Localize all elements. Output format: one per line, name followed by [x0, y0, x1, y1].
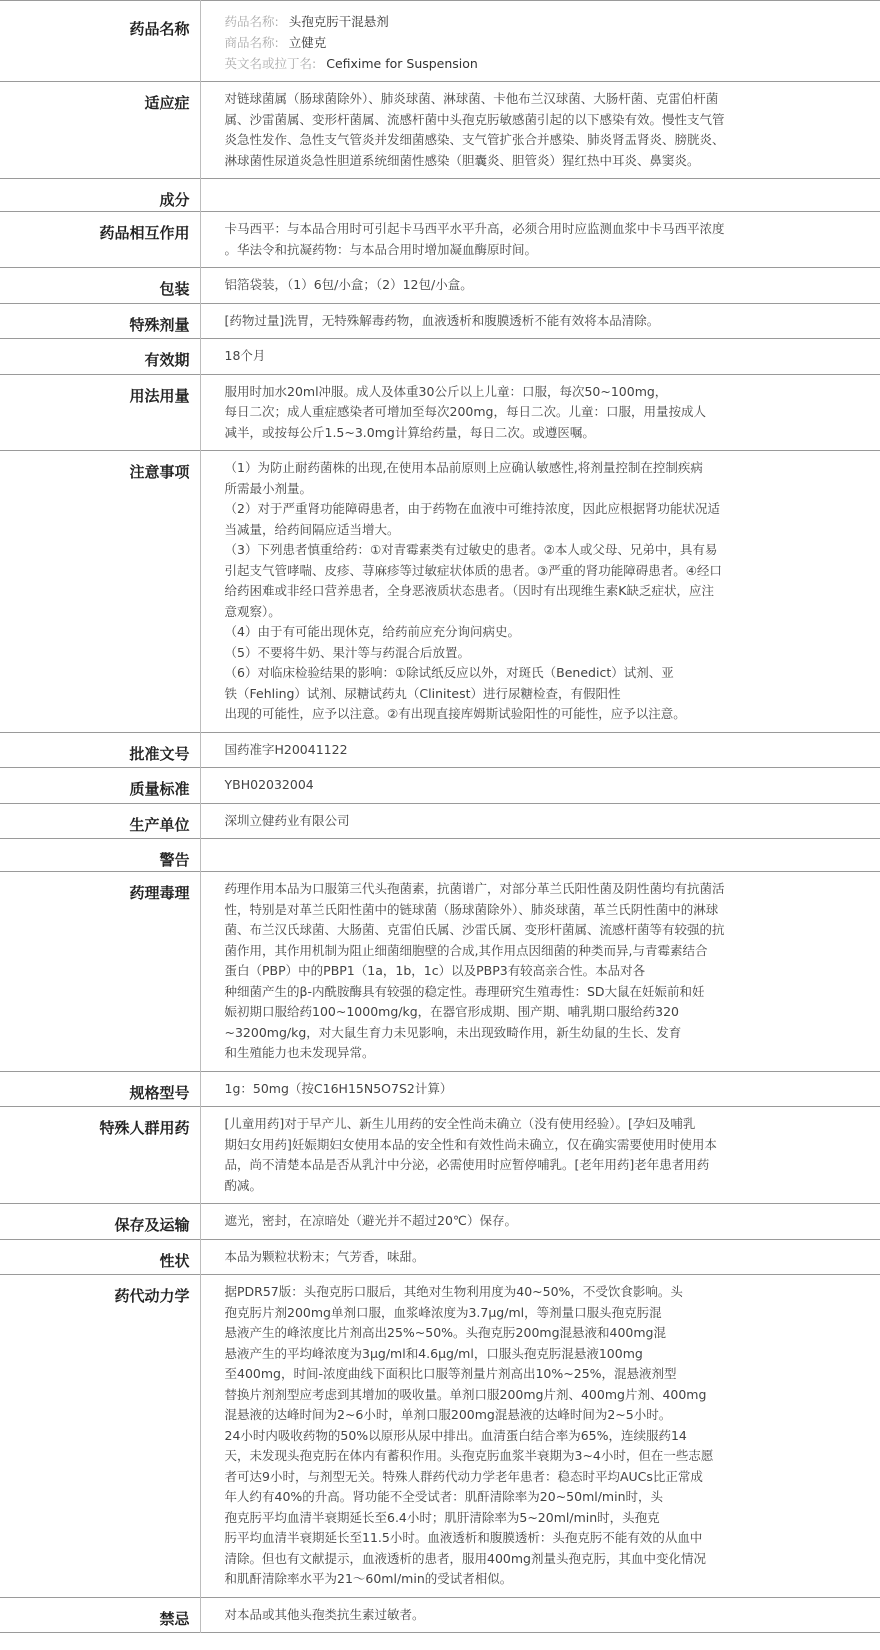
content-line: 出现的可能性，应予以注意。②有出现直接库姆斯试验阳性的可能性，应予以注意。: [224, 706, 686, 721]
row-label: 警告: [0, 839, 200, 872]
row-content: [200, 1204, 880, 1240]
content-line: [药物过量]洗胃，无特殊解毒药物，血液透析和腹膜透析不能有效将本品清除。: [224, 312, 660, 328]
content-line: 对本品或其他头孢类抗生素过敏者。: [224, 1606, 425, 1622]
content-line: 和肌酐清除率水平为21～60ml/min的受试者相似。: [224, 1571, 513, 1586]
row-label: 质量标准: [0, 768, 200, 804]
content-line: 减半，或按每公斤1.5~3.0mg计算给药量，每日二次。或遵医嘱。: [224, 424, 595, 440]
content-line: 悬液产生的平均峰浓度为3μg/ml和4.6μg/ml，口服头孢克肟混悬液100mg: [224, 1345, 643, 1361]
content-line: 蛋白（PBP）中的PBP1（1a，1b，1c）以及PBP3有较高亲合性。本品对各: [224, 963, 646, 978]
row-content: [200, 451, 880, 733]
content-line: （6）对临床检验结果的影响：①除试纸反应以外，对斑氏（Benedict）试剂、亚: [224, 665, 674, 680]
row-content: [200, 374, 880, 451]
row-content: [200, 1107, 880, 1204]
row-label: 适应症: [0, 82, 200, 179]
content-line: 每日二次；成人重症感染者可增加至每次200mg，每日二次。儿童：口服，用量按成人: [224, 404, 706, 419]
content-line: 铝箔袋装，（1）6包/小盒；（2）12包/小盒。: [224, 277, 473, 292]
content-line: 酌减。: [224, 1177, 263, 1193]
row-warning: [0, 839, 880, 872]
content-line: 本品为颗粒状粉末；气芳香，味甜。: [224, 1248, 425, 1264]
row-description: [0, 1239, 880, 1275]
content-line: 淋球菌性尿道炎急性胆道系统细菌性感染（胆囊炎、胆管炎）猩红热中耳炎、鼻窦炎。: [224, 152, 700, 168]
content-line: 混悬液的达峰时间为2~6小时，单剂口服200mg混悬液的达峰时间为2~5小时。: [224, 1407, 672, 1422]
content-line: 意观察）。: [224, 603, 281, 619]
content-line: 属、沙雷菌属、变形杆菌属、流感杆菌中头孢克肟敏感菌引起的以下感染有效。慢性支气管: [224, 111, 725, 127]
content-line: 铁（Fehling）试剂、尿糖试药丸（Clinitest）进行尿糖检查，有假阳性: [224, 685, 621, 701]
row-content: [200, 268, 880, 304]
content-line: 者可达9小时，与剂型无关。特殊人群药代动力学老年患者：稳态时平均AUCs比正常成: [224, 1468, 703, 1484]
content-line: 菌、布兰汉氏球菌、大肠菌、克雷伯氏属、沙雷氏属、变形杆菌属、流感杆菌等有较强的抗: [224, 922, 725, 937]
content-line: 给药困难或非经口营养患者，全身恶液质状态患者。（因时有出现维生素K缺乏症状，应注: [224, 583, 714, 598]
content-line: 遮光，密封，在凉暗处（避光并不超过20℃）保存。: [224, 1213, 517, 1228]
row-label: 注意事项: [0, 451, 200, 733]
row-special-populations: [0, 1107, 880, 1204]
row-content: [200, 732, 880, 768]
english-name-value: Cefixime for Suspension: [326, 56, 478, 71]
row-content: [200, 82, 880, 179]
row-label: 规格型号: [0, 1071, 200, 1107]
content-line: 1g：50mg（按C16H15N5O7S2计算）: [224, 1080, 453, 1096]
content-line: 24小时内吸收药物的50%以原形从尿中排出。血清蛋白结合率为65%，连续服药14: [224, 1427, 687, 1443]
row-label: 保存及运输: [0, 1204, 200, 1240]
content-line: 悬液产生的峰浓度比片剂高出25%~50%。头孢克肟200mg混悬液和400mg混: [224, 1325, 666, 1340]
row-packaging: [0, 268, 880, 304]
content-line: 。华法令和抗凝药物：与本品合用时增加凝血酶原时间。: [224, 241, 538, 257]
row-interactions: [0, 212, 880, 268]
row-content: [200, 768, 880, 804]
generic-name-value: 头孢克肟干混悬剂: [288, 14, 389, 29]
row-label: 药品相互作用: [0, 212, 200, 268]
content-line: 肟平均血清半衰期延长至11.5小时。血液透析和腹膜透析：头孢克肟不能有效的从血中: [224, 1530, 703, 1545]
row-content: [200, 303, 880, 339]
content-line: 卡马西平：与本品合用时可引起卡马西平水平升高，必须合用时应监测血浆中卡马西平浓度: [224, 221, 725, 236]
generic-name-line: [225, 11, 806, 32]
content-line: 服用时加水20ml冲服。成人及体重30公斤以上儿童：口服，每次50~100mg，: [224, 383, 668, 399]
content-line: YBH02032004: [224, 777, 314, 792]
row-content: [200, 1597, 880, 1633]
row-dosage: [0, 374, 880, 451]
trade-name-line: [225, 32, 806, 53]
content-line: 所需最小剂量。: [224, 480, 313, 496]
content-line: 年人约有40%的升高。肾功能不全受试者：肌酐清除率为20~50ml/min时，头: [224, 1489, 664, 1504]
row-expiry: [0, 339, 880, 375]
trade-name-label: 商品名称:: [224, 35, 279, 50]
content-line: 菌作用，其作用机制为阻止细菌细胞壁的合成,其作用点因细菌的种类而异,与青霉素结合: [224, 942, 708, 958]
row-pharmacokinetics: [0, 1275, 880, 1598]
content-line: 期妇女用药]妊娠期妇女使用本品的安全性和有效性尚未确立，仅在确实需要使用时使用本: [224, 1136, 717, 1152]
content-line: 和生殖能力也未发现异常。: [224, 1045, 375, 1060]
content-line: 孢克肟平均血清半衰期延长至6.4小时；肌肝清除率为5~20ml/min时，头孢克: [224, 1509, 660, 1525]
english-name-line: [225, 53, 806, 74]
content-line: （2）对于严重肾功能障碍患者，由于药物在血液中可维持浓度，因此应根据肾功能状况适: [224, 501, 720, 516]
content-line: 药理作用本品为口服第三代头孢菌素，抗菌谱广，对部分革兰氏阳性菌及阴性菌均有抗菌活: [224, 881, 725, 896]
content-line: （4）由于有可能出现休克，给药前应充分询问病史。: [224, 624, 520, 639]
content-line: 娠初期口服给药100~1000mg/kg，在器官形成期、围产期、哺乳期口服给药320: [224, 1004, 679, 1019]
content-line: ~3200mg/kg，对大鼠生育力未见影响，未出现致畸作用，新生幼鼠的生长、发育: [224, 1024, 682, 1040]
content-line: 炎急性发作、急性支气管炎并发细菌感染、支气管扩张合并感染、肺炎肾盂肾炎、膀胱炎、: [224, 132, 725, 147]
content-line: （5）不要将牛奶、果汁等与药混合后放置。: [224, 644, 470, 660]
row-precautions: [0, 451, 880, 733]
row-approval-number: [0, 732, 880, 768]
row-ingredients: [0, 179, 880, 212]
content-line: 天，未发现头孢克肟在体内有蓄积作用。头孢克肟血浆半衰期为3~4小时，但在一些志愿: [224, 1448, 714, 1463]
content-line: 国药准字H20041122: [224, 741, 348, 757]
row-storage: [0, 1204, 880, 1240]
row-label: 禁忌: [0, 1597, 200, 1633]
content-line: [儿童用药]对于早产儿、新生儿用药的安全性尚未确立（没有使用经验）。[孕妇及哺乳: [224, 1116, 696, 1131]
row-label: 性状: [0, 1239, 200, 1275]
row-label: 特殊剂量: [0, 303, 200, 339]
row-specification: [0, 1071, 880, 1107]
content-line: 性，特别是对革兰氏阳性菌中的链球菌（肠球菌除外）、肺炎球菌，革兰氏阴性菌中的淋球: [224, 901, 719, 917]
row-content: [200, 1239, 880, 1275]
content-line: 清除。但也有文献提示，血液透析的患者，服用400mg剂量头孢克肟，其血中变化情况: [224, 1550, 706, 1566]
row-label: 生产单位: [0, 803, 200, 839]
row-overdose: [0, 303, 880, 339]
row-content: [200, 339, 880, 375]
row-pharmacology-toxicology: [0, 872, 880, 1072]
row-content: [200, 1, 880, 82]
trade-name-value: 立健克: [288, 35, 327, 50]
content-line: 孢克肟片剂200mg单剂口服，血浆峰浓度为3.7μg/ml，等剂量口服头孢克肟混: [224, 1304, 662, 1320]
row-label: 有效期: [0, 339, 200, 375]
row-content: [200, 803, 880, 839]
row-drug-name: [0, 1, 880, 82]
content-line: 至400mg，时间-浓度曲线下面积比口服等剂量片剂高出10%~25%，混悬液剂型: [224, 1366, 677, 1381]
row-content: [200, 872, 880, 1072]
content-line: 据PDR57版：头孢克肟口服后，其绝对生物利用度为40~50%，不受饮食影响。头: [224, 1284, 683, 1299]
row-label: 成分: [0, 179, 200, 212]
row-label: 特殊人群用药: [0, 1107, 200, 1204]
english-name-label: 英文名或拉丁名:: [224, 56, 317, 71]
row-contraindications: [0, 1597, 880, 1633]
content-line: 替换片剂剂型应考虑到其增加的吸收量。单剂口服200mg片剂、400mg片剂、400mg: [224, 1386, 707, 1402]
row-content: [200, 1275, 880, 1598]
generic-name-label: 药品名称:: [224, 14, 279, 29]
row-content: [200, 212, 880, 268]
content-line: （3）下列患者慎重给药：①对青霉素类有过敏史的患者。②本人或父母、兄弟中，具有易: [224, 542, 718, 557]
row-label: 用法用量: [0, 374, 200, 451]
row-label: 药代动力学: [0, 1275, 200, 1598]
row-label: 药品名称: [0, 1, 200, 82]
row-content: [200, 1071, 880, 1107]
content-line: 对链球菌属（肠球菌除外）、肺炎球菌、淋球菌、卡他布兰汉球菌、大肠杆菌、克雷伯杆菌: [224, 91, 719, 106]
row-indications: [0, 82, 880, 179]
content-line: 18个月: [224, 348, 266, 363]
content-line: 引起支气管哮喘、皮疹、荨麻疹等过敏症状体质的患者。③严重的肾功能障碍患者。④经口: [224, 562, 722, 578]
content-line: （1）为防止耐药菌株的出现,在使用本品前原则上应确认敏感性,将剂量控制在控制疾病: [224, 460, 703, 475]
content-line: 深圳立健药业有限公司: [224, 812, 350, 828]
row-manufacturer: [0, 803, 880, 839]
row-content: [200, 179, 880, 212]
content-line: 当减量，给药间隔应适当增大。: [224, 521, 400, 537]
row-quality-standard: [0, 768, 880, 804]
row-content: [200, 839, 880, 872]
content-line: 种细菌产生的β-内酰胺酶具有较强的稳定性。毒理研究生殖毒性：SD大鼠在妊娠前和妊: [224, 983, 705, 999]
content-line: 品，尚不清楚本品是否从乳汁中分泌，必需使用时应暂停哺乳。[老年用药]老年患者用药: [224, 1157, 710, 1172]
row-label: 批准文号: [0, 732, 200, 768]
row-label: 药理毒理: [0, 872, 200, 1072]
row-label: 包装: [0, 268, 200, 304]
